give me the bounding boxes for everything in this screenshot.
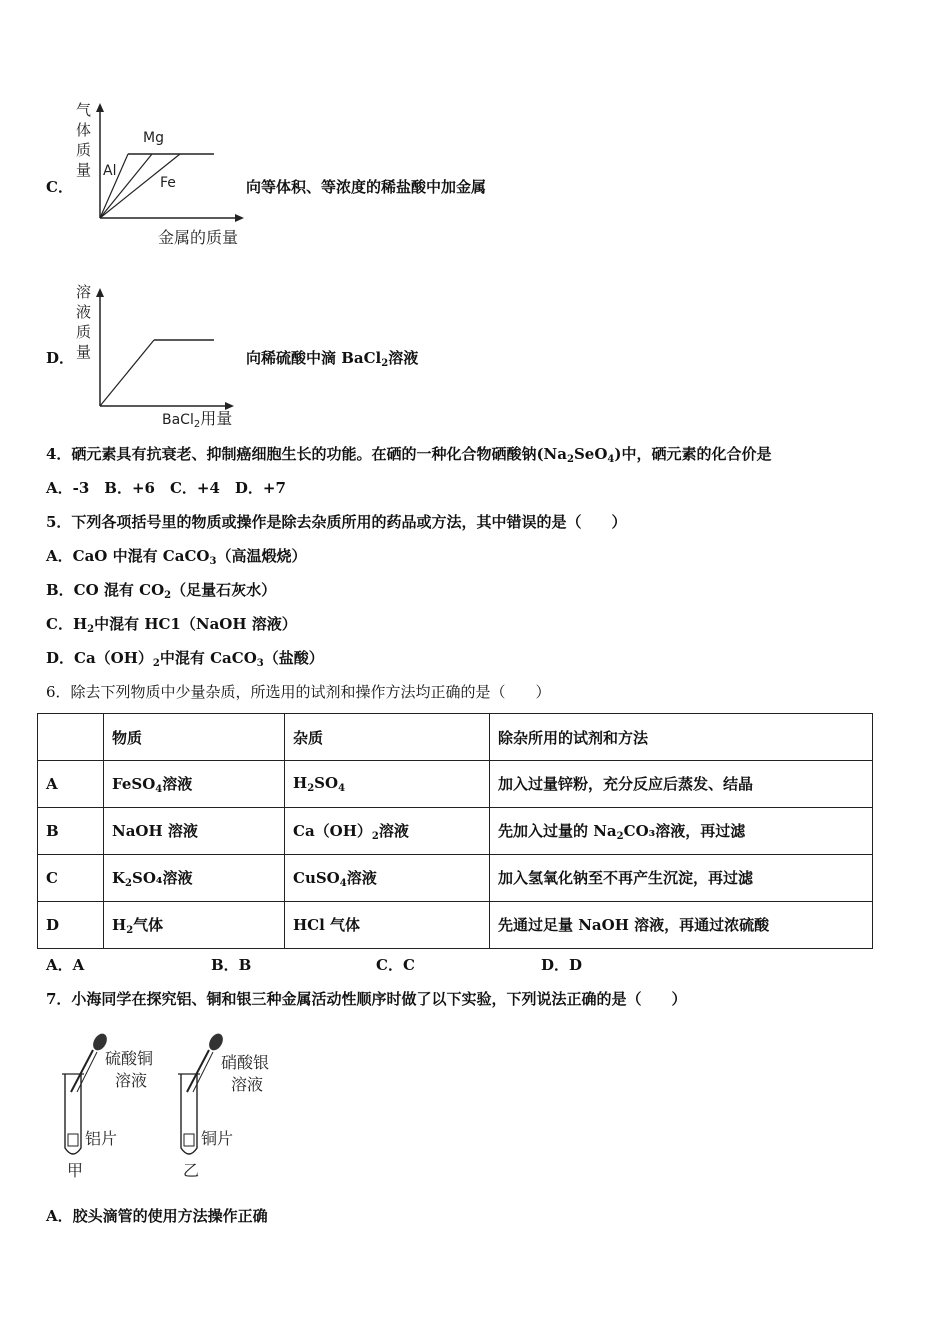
- graph-d: [70, 282, 250, 432]
- q5-option-d: D．$Ca(OH)_2$中混有 CaCO$_3$（盐酸）: [46, 649, 324, 669]
- graph-d-xlabel: BaCl$_2$用量: [162, 409, 233, 430]
- q6-table-header: [38, 714, 873, 761]
- q6-row-substance: FeSO$_4$溶液: [104, 761, 285, 808]
- tube1-solution-line2: 溶液: [115, 1071, 148, 1090]
- graph-c-ylabel-1: 气: [76, 101, 92, 119]
- q3-option-d-label: D．: [46, 349, 75, 367]
- q3-option-c-text: 向等体积、等浓度的稀盐酸中加金属: [246, 178, 487, 196]
- q6-row-impurity: $H_2SO_4$: [285, 761, 490, 808]
- q5-stem: 5．下列各项括号里的物质或操作是除去杂质所用的药品或方法，其中错误的是（ ）: [46, 513, 627, 531]
- table-row: [38, 855, 873, 902]
- q6-row-key: C: [38, 855, 104, 902]
- q6-row-impurity: CuSO$_4$溶液: [285, 855, 490, 902]
- q6-header-impurity: 杂质: [285, 714, 490, 761]
- tube2-solution-line2: 溶液: [231, 1075, 264, 1094]
- tube2-solution-line1: 硝酸银: [221, 1053, 270, 1072]
- graph-d-ylabel-4: 量: [76, 343, 92, 361]
- q6-table: [37, 713, 873, 949]
- graph-c-ylabel-4: 量: [76, 161, 92, 179]
- q6-row-key: B: [38, 808, 104, 855]
- tube2-name: 乙: [183, 1161, 200, 1180]
- q6-row-method: 先通过足量 NaOH 溶液，再通过浓硫酸: [490, 902, 873, 949]
- q6-option-c: C．C: [376, 956, 415, 974]
- q6-row-key: A: [38, 761, 104, 808]
- graph-c: [70, 100, 250, 250]
- q6-row-substance: $K_2SO_4$溶液: [104, 855, 285, 902]
- q5-option-a: A．CaO 中混有 CaCO$_3$（高温煅烧）: [46, 547, 307, 567]
- q6-row-key: D: [38, 902, 104, 949]
- q5-option-b: B．CO 混有 $CO_2$（足量石灰水）: [46, 581, 277, 601]
- q7-stem: 7．小海同学在探究铝、铜和银三种金属活动性顺序时做了以下实验，下列说法正确的是（ ）: [46, 990, 687, 1008]
- q6-row-impurity: HCl 气体: [285, 902, 490, 949]
- graph-c-ylabel-3: 质: [76, 141, 92, 159]
- graph-c-ylabel-2: 体: [76, 121, 92, 139]
- tube2-metal: 铜片: [201, 1129, 234, 1148]
- q7-option-a: A．胶头滴管的使用方法操作正确: [46, 1207, 268, 1225]
- q6-header-empty: [38, 714, 104, 761]
- tube1-solution-line1: 硫酸铜: [105, 1049, 154, 1068]
- graph-d-ylabel-1: 溶: [76, 283, 92, 301]
- q6-row-impurity: $Ca(OH)_2$溶液: [285, 808, 490, 855]
- q6-option-d: D．D: [541, 956, 583, 974]
- table-row: [38, 902, 873, 949]
- graph-c-xlabel: 金属的质量: [158, 228, 239, 247]
- q6-header-substance: 物质: [104, 714, 285, 761]
- graph-c-series-fe: Fe: [160, 175, 176, 191]
- q6-row-method: 加入氢氧化钠至不再产生沉淀，再过滤: [490, 855, 873, 902]
- q6-row-method: 先加入过量的 $Na_2CO_3$溶液，再过滤: [490, 808, 873, 855]
- q3-option-c-label: C．: [46, 178, 73, 196]
- q6-row-substance: $H_2$气体: [104, 902, 285, 949]
- graph-c-series-mg: Mg: [143, 130, 164, 146]
- q5-option-c: C．$H_2$中混有 HC1（NaOH 溶液）: [46, 615, 297, 635]
- q4-stem: 4．硒元素具有抗衰老、抑制癌细胞生长的功能。在硒的一种化合物硒酸钠$(Na_2SeO_4)$中，硒元素的化合价是: [46, 445, 772, 465]
- graph-d-ylabel-3: 质: [76, 323, 92, 341]
- q6-stem: 6．除去下列物质中少量杂质，所选用的试剂和操作方法均正确的是（ ）: [46, 683, 551, 701]
- q4-options: A．-3 B．+6 C．+4 D．+7: [46, 479, 286, 497]
- q6-row-method: 加入过量锌粉，充分反应后蒸发、结晶: [490, 761, 873, 808]
- q6-option-a: A．A: [46, 956, 85, 974]
- table-row: [38, 761, 873, 808]
- graph-c-series-al: Al: [103, 163, 117, 179]
- q6-option-b: B．B: [211, 956, 252, 974]
- q7-experiment-figure: [55, 1030, 295, 1190]
- table-row: [38, 808, 873, 855]
- tube1-metal: 铝片: [85, 1129, 118, 1148]
- graph-d-ylabel-2: 液: [76, 303, 92, 321]
- q6-header-method: 除杂所用的试剂和方法: [490, 714, 873, 761]
- q6-row-substance: NaOH 溶液: [104, 808, 285, 855]
- tube1-name: 甲: [67, 1161, 84, 1180]
- q3-option-d-text: 向稀硫酸中滴 BaCl$_2$溶液: [246, 349, 419, 369]
